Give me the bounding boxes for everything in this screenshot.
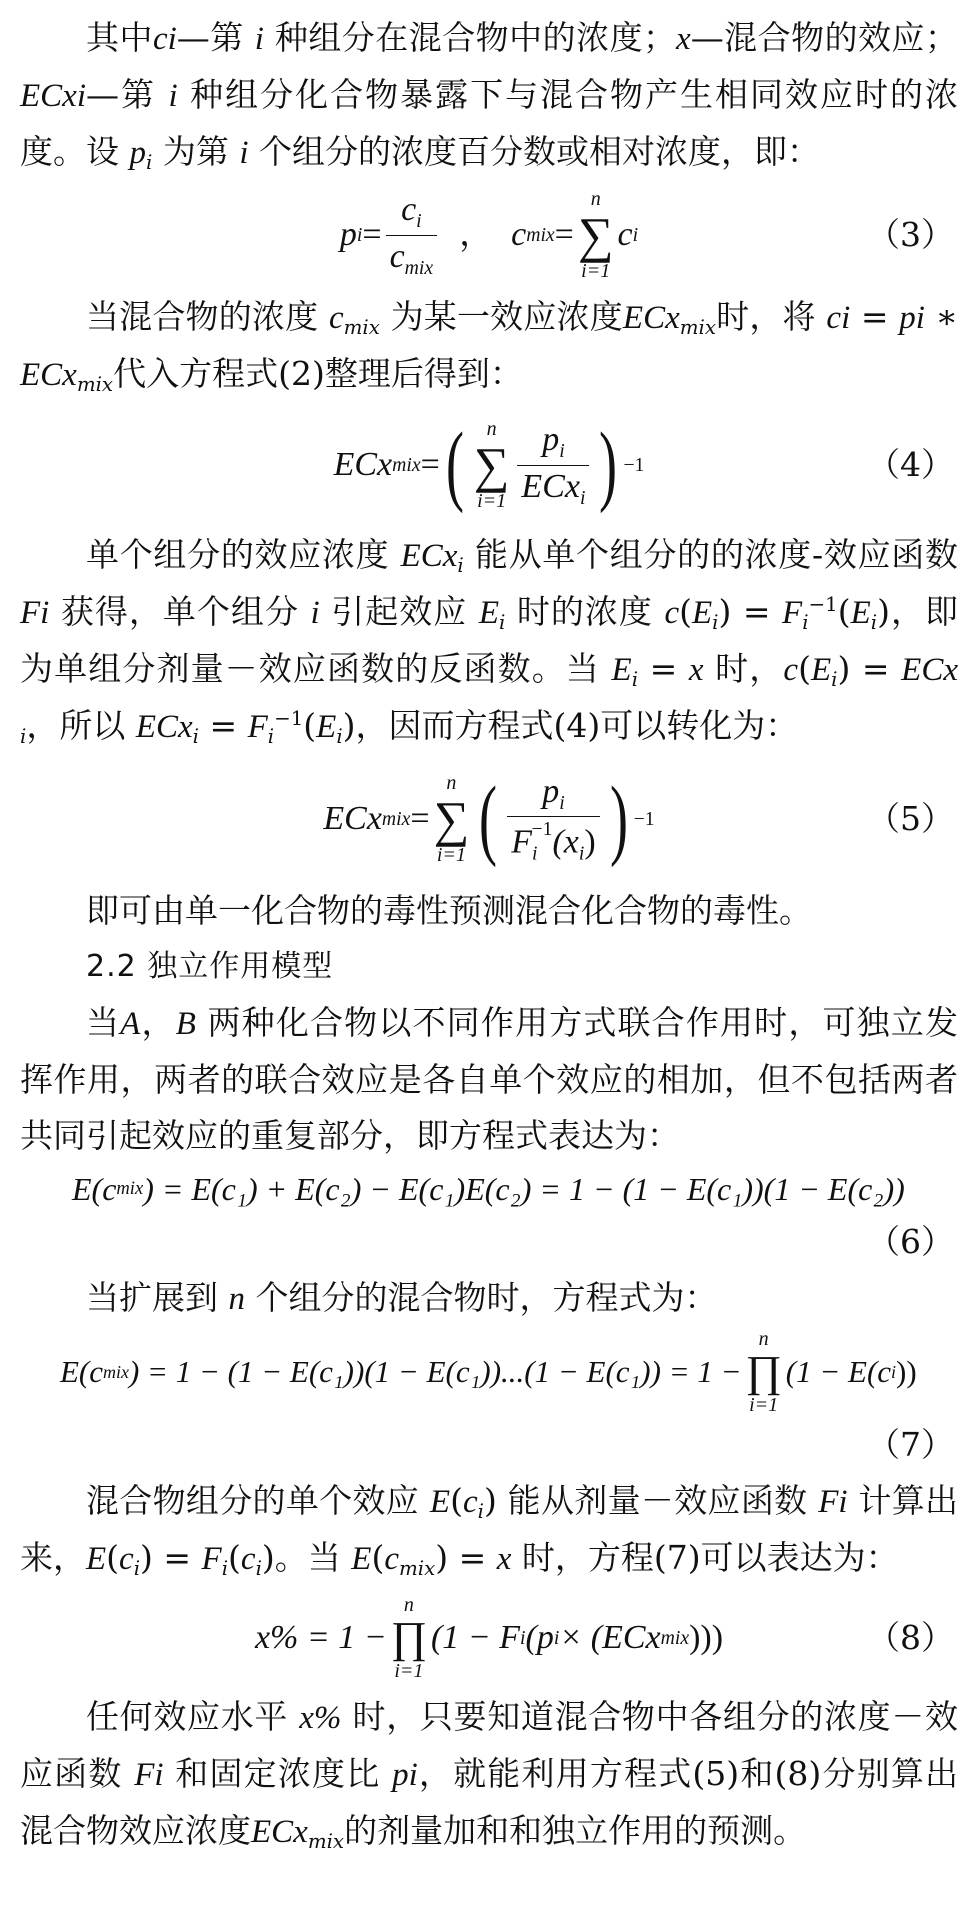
paragraph-prediction: 即可由单一化合物的毒性预测混合化合物的毒性。	[86, 891, 812, 930]
equation-3: p i = $\frac{c_i}{c_{mix}}$ ， c mix = n ∑ i=1 c i （3）	[339, 188, 954, 282]
paragraph-inverse-function: 单个组分的效应浓度 ECxi 能从单个组分的的浓度-效应函数 Fi 获得，单个组分 i 引起效应 Ei 时的浓度 $c(Ei) = Fi^{-1}(Ei)$，即为单组分剂量－效应函数的反函数。当 Ei = x 时，c(Ei) = ECxi，所以 ECxi = $Fi^{-1}(Ei)$，因而方程式(4)可以转化为：	[20, 535, 958, 748]
equation-number-5: （5）	[867, 799, 954, 838]
paragraph-single-effect: 混合物组分的单个效应 E(ci) 能从剂量－效应函数 Fi 计算出来，E(ci) = Fi(ci)。当 E(cmix) = x 时，方程(7)可以表达为：	[20, 1481, 959, 1580]
equation-7: E(c mix ) = 1 − (1 − E(c₁))(1 − E(c₁))...(1 − E(c₁)) = 1 − n ∏ i=1 (1 − E(c i ))	[60, 1328, 917, 1416]
equation-6: E(c mix ) = E(c₁) + E(c₂) − E(c₁)E(c₂) = 1 − (1 − E(c₁))(1 − E(c₂))	[72, 1171, 905, 1207]
equation-8: x% = 1 − n ∏ i=1 (1 − F i (p i × (ECx mix ))) （8）	[254, 1594, 954, 1682]
equation-number-3: （3）	[867, 215, 954, 254]
paragraph-definitions: 其中ci—第 i 种组分在混合物中的浓度；x—混合物的效应；ECxi—第 i 种组分化合物暴露下与混合物产生相同效应时的浓度。设 pi 为第 i 个组分的浓度百分数或相对浓度，即：	[20, 18, 959, 174]
equation-4: ECx mix = ( n ∑ i=1 $\frac{p_i}{ECx_i}$ ) −1 （4）	[333, 415, 954, 514]
equation-number-8: （8）	[867, 1618, 954, 1657]
section-heading: 2.2 独立作用模型	[86, 949, 334, 984]
paragraph-substitution: 当混合物的浓度 cmix 为某一效应浓度ECxmix时，将 ci = pi ∗ ECxmix代入方程式(2)整理后得到：	[20, 297, 959, 396]
equation-number-6: （6）	[867, 1222, 954, 1261]
paragraph-conclusion: 任何效应水平 x% 时，只要知道混合物中各组分的浓度－效应函数 Fi 和固定浓度比 pi，就能利用方程式(5)和(8)分别算出混合物效应浓度ECxmix的剂量加和和独立作用的预测。	[20, 1697, 959, 1853]
equation-5: ECx mix = n ∑ i=1 ( $\frac{p_i}{F_i^{-1}(x_i)}$ ) −1 （5）	[323, 769, 954, 868]
paragraph-n-components: 当扩展到 n 个组分的混合物时，方程式为：	[86, 1278, 718, 1317]
equation-number-7: （7）	[867, 1425, 954, 1464]
paragraph-independent-action: 当A，B 两种化合物以不同作用方式联合作用时，可独立发挥作用，两者的联合效应是各自单个效应的相加，但不包括两者共同引起效应的重复部分，即方程式表达为：	[20, 1003, 959, 1155]
equation-number-4: （4）	[867, 445, 954, 484]
